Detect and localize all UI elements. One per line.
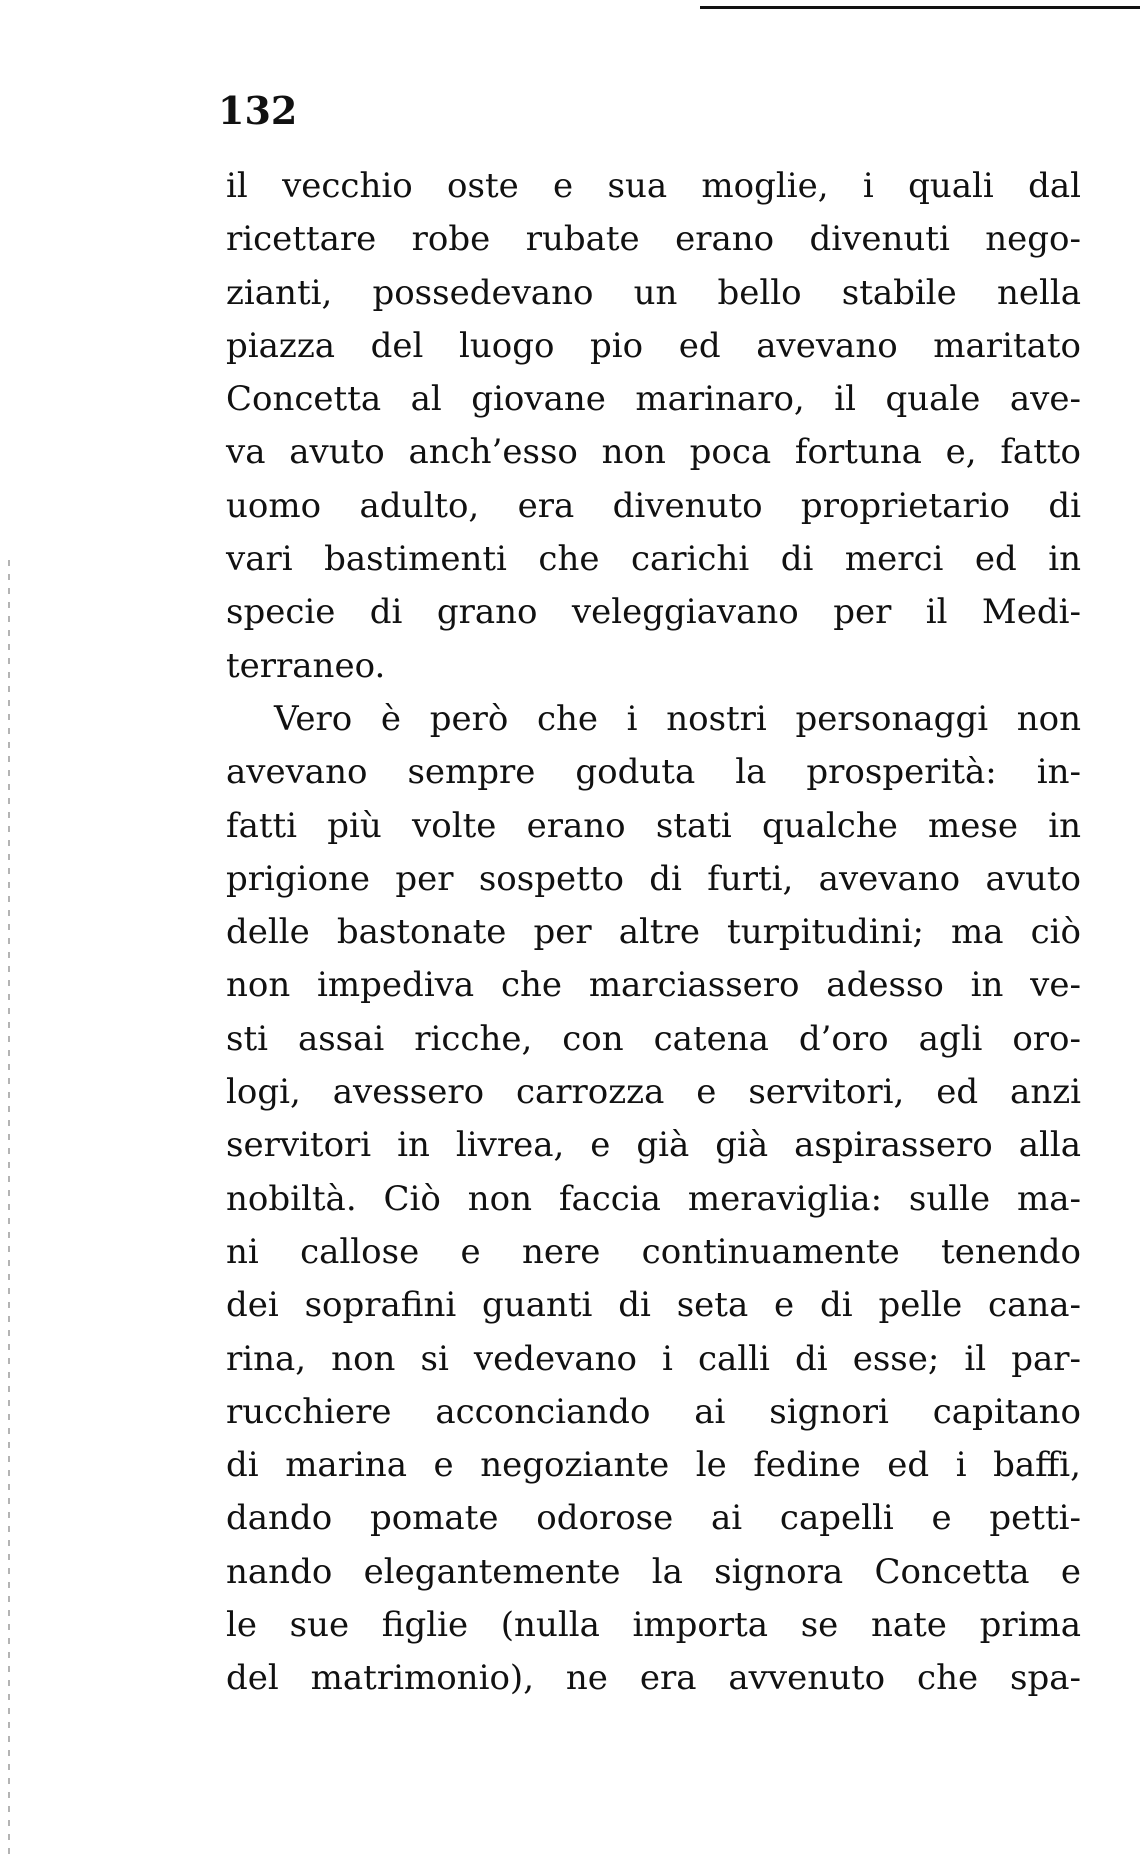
text-line: va avuto anch’esso non poca fortuna e, fatto <box>226 432 1081 473</box>
page-number: 132 <box>218 88 298 133</box>
text-line: rina, non si vedevano i calli di esse; il par- <box>226 1338 1081 1379</box>
text-line: nando elegantemente la signora Concetta e <box>226 1551 1081 1592</box>
text-line: specie di grano veleggiavano per il Medi- <box>226 592 1081 633</box>
text-line: del matrimonio), ne era avvenuto che spa- <box>226 1658 1081 1699</box>
text-line: dei soprafini guanti di seta e di pelle cana- <box>226 1285 1081 1326</box>
text-line: vari bastimenti che carichi di merci ed in <box>226 539 1081 580</box>
text-line: nobiltà. Ciò non faccia meraviglia: sulle ma- <box>226 1178 1081 1219</box>
text-line: servitori in livrea, e già già aspirassero alla <box>226 1125 1081 1166</box>
text-line: prigione per sospetto di furti, avevano avuto <box>226 858 1081 899</box>
text-line: il vecchio oste e sua moglie, i quali dal <box>226 166 1081 206</box>
text-line: piazza del luogo pio ed avevano maritato <box>226 325 1081 366</box>
text-line: non impediva che marciassero adesso in ve- <box>226 965 1081 1006</box>
text-line: le sue figlie (nulla importa se nate prima <box>226 1605 1081 1646</box>
text-line: Concetta al giovane marinaro, il quale ave- <box>226 379 1081 420</box>
text-line: terraneo. <box>226 645 386 686</box>
text-line: zianti, possedevano un bello stabile nella <box>226 272 1081 313</box>
text-line: avevano sempre goduta la prosperità: in- <box>226 752 1081 793</box>
text-line: fatti più volte erano stati qualche mese in <box>226 805 1081 846</box>
text-line: delle bastonate per altre turpitudini; ma ciò <box>226 912 1081 953</box>
body-text <box>226 160 1081 1706</box>
top-rule <box>700 6 1140 9</box>
text-line: rucchiere acconciando ai signori capitano <box>226 1391 1081 1432</box>
text-line: sti assai ricche, con catena d’oro agli oro- <box>226 1018 1081 1059</box>
text-line: ricettare robe rubate erano divenuti nego- <box>226 219 1081 260</box>
text-line: di marina e negoziante le fedine ed i baffi, <box>226 1445 1081 1486</box>
text-line: dando pomate odorose ai capelli e petti- <box>226 1498 1081 1539</box>
text-line: logi, avessero carrozza e servitori, ed anzi <box>226 1072 1081 1113</box>
text-line: Vero è però che i nostri personaggi non <box>274 698 1081 739</box>
text-line: uomo adulto, era divenuto proprietario di <box>226 485 1081 526</box>
page-edge-shadow <box>8 560 10 1860</box>
text-line: ni callose e nere continuamente tenendo <box>226 1231 1081 1272</box>
